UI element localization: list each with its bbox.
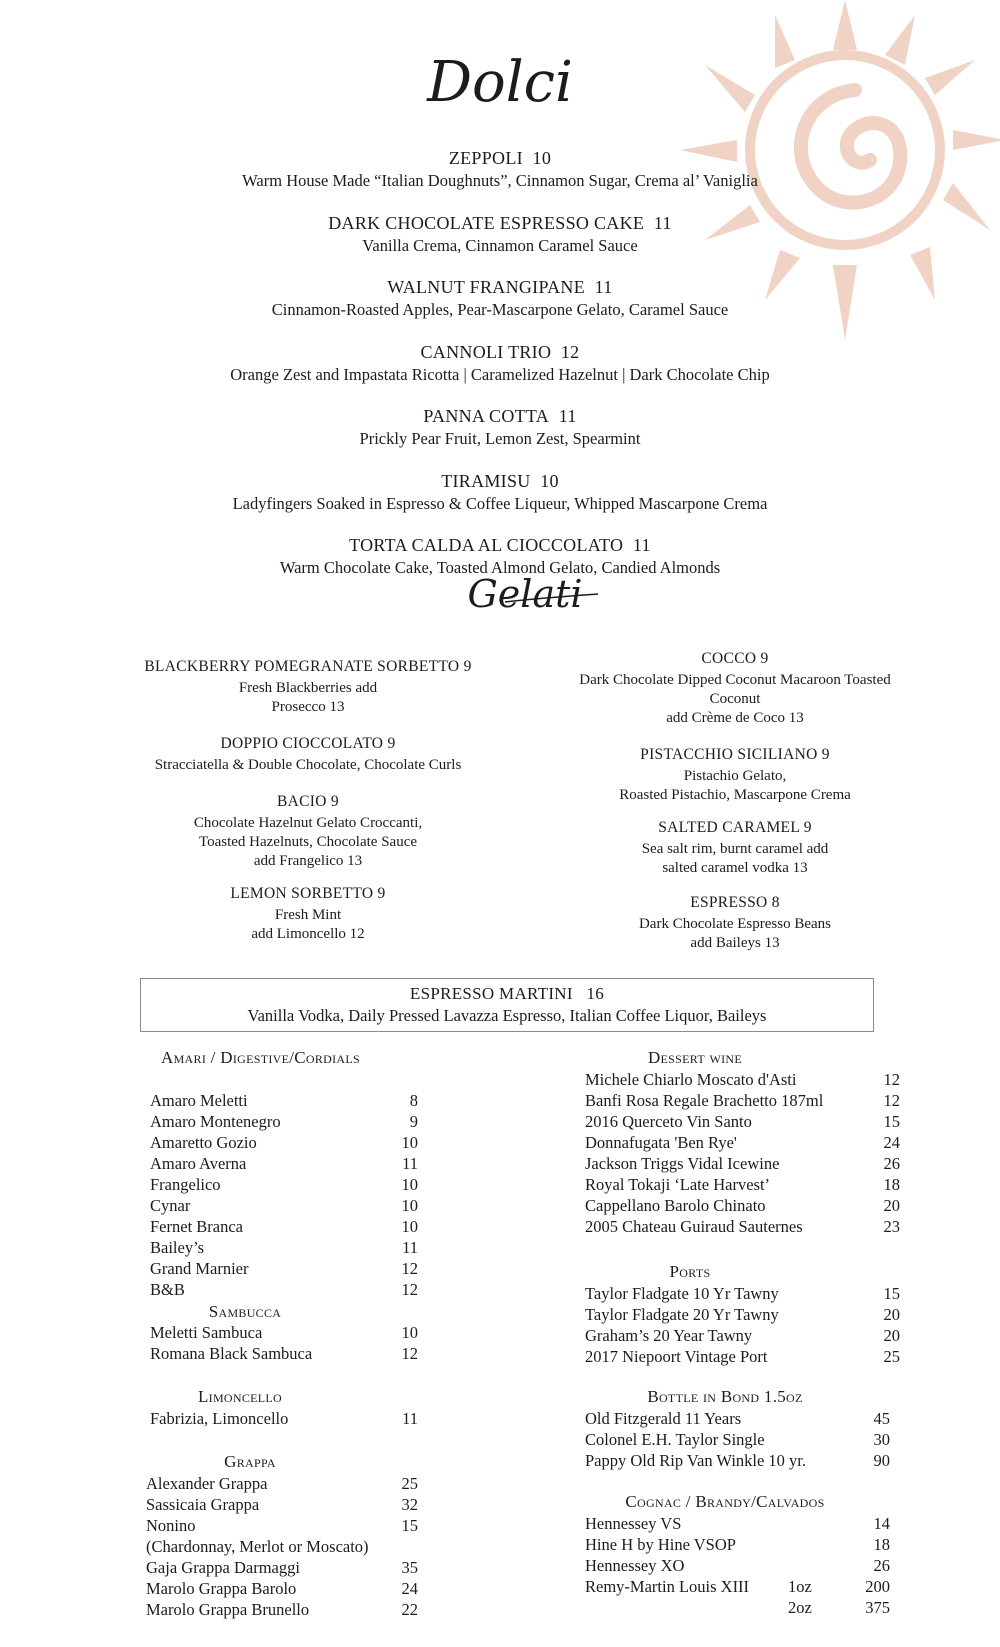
menu-item-name: Marolo Grappa Barolo [146, 1579, 297, 1598]
menu-item-name: Michele Chiarlo Moscato d'Asti [585, 1070, 797, 1089]
gelati-heading: Gelati [467, 572, 583, 616]
menu-item-price: 24 [883, 1133, 900, 1152]
dessert-description: Warm House Made “Italian Doughnuts”, Cinnamon Sugar, Crema al’ Vaniglia [242, 171, 758, 190]
menu-item-price: 24 [401, 1579, 418, 1598]
gelato-description: add Baileys 13 [690, 935, 780, 951]
menu-item-price: 12 [401, 1280, 418, 1299]
dolci-heading: Dolci [427, 50, 573, 115]
espresso-martini-box [140, 978, 874, 1032]
menu-item-price: 20 [883, 1326, 900, 1345]
section-heading: Limoncello [197, 1387, 283, 1406]
menu-item-name: Nonino [146, 1516, 196, 1535]
dessert-name [150, 277, 850, 298]
dessert-price: 10 [532, 148, 552, 168]
dessert-name [150, 406, 850, 427]
gelato-name: LEMON SORBETTO 9 [230, 885, 386, 902]
menu-item-price: 15 [401, 1516, 418, 1535]
menu-item-name: Meletti Sambuca [150, 1323, 263, 1342]
menu-item-name: Marolo Grappa Brunello [146, 1600, 310, 1619]
menu-item-name: Grand Marnier [150, 1259, 249, 1278]
gelato-description: Coconut [709, 691, 761, 707]
menu-item-price: 10 [401, 1196, 418, 1215]
menu-item-size: 1oz [788, 1577, 812, 1596]
gelati-right-column [555, 650, 915, 953]
section-heading: Grappa [224, 1452, 276, 1471]
menu-item-name: Taylor Fladgate 20 Yr Tawny [585, 1305, 779, 1324]
menu-item-name: 2017 Niepoort Vintage Port [585, 1347, 768, 1366]
gelato-description: Stracciatella & Double Chocolate, Chocolate Curls [154, 757, 462, 773]
menu-item-name: Alexander Grappa [146, 1474, 268, 1493]
menu-item-name: Amaro Montenegro [150, 1112, 281, 1131]
menu-item-price: 90 [873, 1451, 890, 1470]
menu-item-name: Hennessey VS [585, 1514, 682, 1533]
menu-item-price: 11 [402, 1409, 418, 1428]
dessert-item [150, 213, 850, 278]
gelato-name: BLACKBERRY POMEGRANATE SORBETTO 9 [144, 658, 472, 675]
menu-item-name: Remy-Martin Louis XIII [585, 1577, 750, 1596]
menu-item-name: Gaja Grappa Darmaggi [146, 1558, 300, 1577]
menu-item-price: 12 [401, 1259, 418, 1278]
menu-item-price: 25 [401, 1474, 418, 1493]
menu-item-name: Fabrizia, Limoncello [150, 1409, 289, 1428]
menu-item-name: Frangelico [150, 1175, 221, 1194]
dessert-price: 11 [594, 277, 613, 297]
gelato-description: Sea salt rim, burnt caramel add [641, 841, 829, 857]
menu-item-price: 12 [883, 1070, 900, 1089]
section-heading: Bottle in Bond 1.5oz [647, 1387, 803, 1406]
menu-item-name: Fernet Branca [150, 1217, 243, 1236]
dessert-price: 11 [558, 406, 577, 426]
menu-item-name: Royal Tokaji ‘Late Harvest’ [585, 1175, 771, 1194]
dessert-description: Warm Chocolate Cake, Toasted Almond Gelato, Candied Almonds [279, 558, 721, 577]
martini-description: Vanilla Vodka, Daily Pressed Lavazza Espresso, Italian Coffee Liquor, Baileys [247, 1006, 767, 1025]
dessert-title: TORTA CALDA AL CIOCCOLATO [349, 535, 624, 555]
menu-item-name: (Chardonnay, Merlot or Moscato) [146, 1537, 369, 1556]
gelato-description: Prosecco 13 [271, 699, 345, 715]
gelato-item [555, 746, 915, 805]
menu-item-size: 2oz [788, 1598, 812, 1617]
dessert-price: 12 [560, 341, 580, 362]
menu-item-price: 14 [873, 1514, 890, 1533]
menu-item-name: Taylor Fladgate 10 Yr Tawny [585, 1284, 779, 1303]
menu-item-name: Pappy Old Rip Van Winkle 10 yr. [585, 1451, 807, 1470]
dessert-price: 11 [632, 535, 651, 555]
menu-item-price: 20 [883, 1196, 900, 1215]
menu-item-price: 18 [873, 1535, 890, 1554]
dessert-item [150, 471, 850, 536]
menu-item-name: Graham’s 20 Year Tawny [585, 1326, 753, 1345]
dessert-description: Prickly Pear Fruit, Lemon Zest, Spearmint [359, 429, 641, 448]
menu-item-name: Hennessey XO [585, 1556, 685, 1575]
menu-item-name: 2016 Querceto Vin Santo [585, 1112, 752, 1131]
gelato-name: ESPRESSO 8 [690, 894, 780, 911]
menu-item-name: Amaro Averna [150, 1154, 247, 1173]
gelato-description: add Frangelico 13 [253, 853, 363, 869]
menu-item-name: Amaro Meletti [150, 1091, 248, 1110]
dessert-item [150, 277, 850, 342]
gelato-description: Toasted Hazelnuts, Chocolate Sauce [198, 834, 418, 850]
menu-item-name: Colonel E.H. Taylor Single [585, 1430, 765, 1449]
menu-item-name: 2005 Chateau Guiraud Sauternes [585, 1217, 803, 1236]
section-heading: Dessert wine [647, 1048, 743, 1067]
menu-item-price: 10 [401, 1175, 418, 1194]
gelato-name: SALTED CARAMEL 9 [658, 819, 812, 836]
menu-item-price: 23 [883, 1217, 900, 1236]
martini-price: 16 [586, 984, 605, 1003]
gelato-description: Fresh Mint [274, 907, 342, 923]
dessert-item [150, 148, 850, 213]
menu-item-name: Romana Black Sambuca [150, 1344, 313, 1363]
menu-item-price: 32 [401, 1495, 418, 1514]
gelato-item [555, 894, 915, 953]
gelato-description: Fresh Blackberries add [238, 680, 378, 696]
dessert-description: Orange Zest and Impastata Ricotta | Caramelized Hazelnut | Dark Chocolate Chip [230, 364, 770, 384]
menu-item-name: Donnafugata 'Ben Rye' [585, 1133, 737, 1152]
gelato-item [128, 658, 488, 717]
menu-item-name: Sassicaia Grappa [146, 1495, 260, 1514]
menu-item-price: 375 [865, 1598, 890, 1617]
section-heading: Sambucca [208, 1302, 282, 1321]
menu-item-name: Cynar [150, 1196, 191, 1215]
menu-item-name: Cappellano Barolo Chinato [585, 1196, 766, 1215]
gelato-item [128, 885, 488, 944]
gelato-description: salted caramel vodka 13 [662, 860, 808, 876]
dessert-item [150, 406, 850, 471]
gelato-item [128, 735, 488, 775]
section-heading: Ports [669, 1262, 711, 1281]
dessert-name [150, 213, 850, 234]
menu-item-name: Banfi Rosa Regale Brachetto 187ml [585, 1091, 824, 1110]
menu-item-name: Jackson Triggs Vidal Icewine [585, 1154, 780, 1173]
section-heading: Cognac / Brandy/Calvados [625, 1492, 825, 1511]
menu-item-price: 26 [873, 1556, 890, 1575]
menu-item-price: 22 [401, 1600, 418, 1619]
menu-item-price: 10 [401, 1323, 418, 1342]
gelato-name: PISTACCHIO SICILIANO 9 [640, 746, 830, 763]
dessert-title: PANNA COTTA [423, 406, 550, 426]
gelato-description: Dark Chocolate Dipped Coconut Macaroon Toasted [579, 672, 891, 688]
menu-item-price: 8 [409, 1091, 418, 1110]
gelato-item [128, 793, 488, 871]
section-heading: Amari / Digestive/Cordials [161, 1048, 360, 1067]
menu-item-name: Old Fitzgerald 11 Years [585, 1409, 742, 1428]
menu-item-price: 18 [883, 1175, 900, 1194]
menu-item-price: 20 [883, 1305, 900, 1324]
menu-item-price: 12 [401, 1344, 418, 1363]
dessert-name [150, 535, 850, 556]
gelato-name: BACIO 9 [277, 793, 339, 810]
dessert-title: DARK CHOCOLATE ESPRESSO CAKE [328, 212, 645, 233]
gelato-description: Roasted Pistachio, Mascarpone Crema [619, 787, 851, 803]
menu-item-price: 25 [883, 1347, 900, 1366]
menu-item-name: Amaretto Gozio [150, 1133, 257, 1152]
gelati-underline-flourish [500, 590, 600, 610]
menu-item-price: 15 [883, 1112, 900, 1131]
dessert-description: Cinnamon-Roasted Apples, Pear-Mascarpone Gelato, Caramel Sauce [271, 300, 729, 319]
martini-name: ESPRESSO MARTINI [409, 984, 573, 1003]
menu-item-price: 10 [401, 1217, 418, 1236]
dessert-description: Ladyfingers Soaked in Espresso & Coffee Liqueur, Whipped Mascarpone Crema [232, 493, 768, 513]
menu-item-name: Hine H by Hine VSOP [585, 1535, 736, 1554]
menu-item-price: 11 [402, 1238, 418, 1257]
menu-item-price: 26 [883, 1154, 900, 1173]
gelato-description: Pistachio Gelato, [683, 768, 787, 784]
menu-item-price: 12 [883, 1091, 900, 1110]
menu-item-price: 200 [865, 1577, 890, 1596]
dessert-name [150, 342, 850, 363]
dessert-price: 10 [540, 470, 559, 491]
dessert-description: Vanilla Crema, Cinnamon Caramel Sauce [362, 235, 638, 255]
gelato-description: Dark Chocolate Espresso Beans [638, 916, 832, 932]
menu-item-price: 9 [409, 1112, 418, 1131]
dessert-title: ZEPPOLI [448, 148, 523, 168]
dessert-title: TIRAMISU [441, 470, 531, 491]
gelato-description: add Limoncello 12 [251, 926, 365, 942]
dessert-name [150, 471, 850, 492]
gelato-description: Chocolate Hazelnut Gelato Croccanti, [193, 815, 423, 831]
menu-item-price: 30 [873, 1430, 890, 1449]
gelato-name: COCCO 9 [701, 650, 769, 667]
dolci-list [150, 148, 850, 600]
menu-item-price: 35 [401, 1558, 418, 1577]
menu-item-name: Bailey’s [150, 1238, 205, 1257]
dessert-title: CANNOLI TRIO [420, 341, 552, 362]
gelato-item [555, 819, 915, 878]
menu-item-price: 45 [873, 1409, 890, 1428]
menu-item-price: 11 [402, 1154, 418, 1173]
dessert-name [150, 148, 850, 169]
menu-item-name: B&B [150, 1280, 185, 1299]
gelato-item [555, 650, 915, 728]
dessert-price: 11 [653, 212, 672, 233]
dessert-title: WALNUT FRANGIPANE [387, 277, 586, 297]
gelato-description: add Crème de Coco 13 [666, 710, 804, 726]
menu-item-price: 15 [883, 1284, 900, 1303]
dessert-item [150, 342, 850, 407]
gelato-name: DOPPIO CIOCCOLATO 9 [220, 735, 396, 752]
menu-item-price: 10 [401, 1133, 418, 1152]
gelati-left-column [128, 658, 488, 944]
